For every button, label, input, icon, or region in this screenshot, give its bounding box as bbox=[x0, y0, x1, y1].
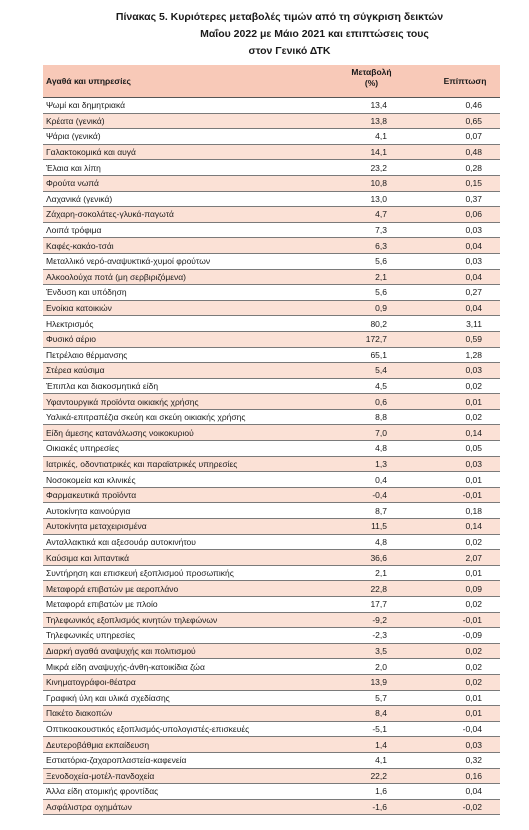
impact-cell: 0,06 bbox=[430, 207, 500, 223]
impact-cell: -0,01 bbox=[430, 487, 500, 503]
change-cell: 11,5 bbox=[313, 519, 430, 535]
table-body bbox=[43, 98, 500, 815]
impact-cell: 0,02 bbox=[430, 674, 500, 690]
change-cell: 14,1 bbox=[313, 144, 430, 160]
table-row bbox=[43, 316, 500, 332]
item-cell: Κρέατα (γενικά) bbox=[43, 113, 313, 129]
change-cell: -9,2 bbox=[313, 612, 430, 628]
item-cell: Δευτεροβάθμια εκπαίδευση bbox=[43, 737, 313, 753]
impact-cell: 1,28 bbox=[430, 347, 500, 363]
table-row bbox=[43, 503, 500, 519]
table-row bbox=[43, 269, 500, 285]
impact-cell: 0,65 bbox=[430, 113, 500, 129]
header-item: Αγαθά και υπηρεσίες bbox=[43, 65, 313, 98]
table-row bbox=[43, 628, 500, 644]
change-cell: 1,3 bbox=[313, 456, 430, 472]
table-row bbox=[43, 550, 500, 566]
item-cell: Τηλεφωνικός εξοπλισμός κινητών τηλεφώνων bbox=[43, 612, 313, 628]
item-cell: Έπιπλα και διακοσμητικά είδη bbox=[43, 378, 313, 394]
impact-cell: 0,01 bbox=[430, 472, 500, 488]
table-row bbox=[43, 597, 500, 613]
change-cell: 0,6 bbox=[313, 394, 430, 410]
impact-cell: 0,03 bbox=[430, 222, 500, 238]
impact-cell: 0,16 bbox=[430, 768, 500, 784]
impact-cell: -0,09 bbox=[430, 628, 500, 644]
item-cell: Οικιακές υπηρεσίες bbox=[43, 441, 313, 457]
table-row bbox=[43, 191, 500, 207]
header-change-unit: (%) bbox=[364, 78, 379, 88]
change-cell: 5,6 bbox=[313, 253, 430, 269]
change-cell: -5,1 bbox=[313, 721, 430, 737]
item-cell: Φυσικό αέριο bbox=[43, 331, 313, 347]
impact-cell: 0,27 bbox=[430, 285, 500, 301]
item-cell: Αυτοκίνητα μεταχειρισμένα bbox=[43, 519, 313, 535]
table-row bbox=[43, 721, 500, 737]
impact-cell: -0,02 bbox=[430, 799, 500, 815]
table-row bbox=[43, 253, 500, 269]
table-row bbox=[43, 222, 500, 238]
impact-cell: 0,05 bbox=[430, 441, 500, 457]
change-cell: 4,8 bbox=[313, 441, 430, 457]
table-row bbox=[43, 784, 500, 800]
impact-cell: 0,46 bbox=[430, 98, 500, 114]
impact-cell: 0,03 bbox=[430, 737, 500, 753]
change-cell: -2,3 bbox=[313, 628, 430, 644]
table-row bbox=[43, 441, 500, 457]
impact-cell: 0,14 bbox=[430, 425, 500, 441]
item-cell: Ενοίκια κατοικιών bbox=[43, 300, 313, 316]
impact-cell: 0,04 bbox=[430, 300, 500, 316]
item-cell: Ανταλλακτικά και αξεσουάρ αυτοκινήτου bbox=[43, 534, 313, 550]
title-line-1: Πίνακας 5. Κυριότερες μεταβολές τιμών από τη σύγκριση δεικτών bbox=[115, 11, 444, 23]
item-cell: Υαλικά-επιτραπέζια σκεύη και σκεύη οικιακής χρήσης bbox=[43, 409, 313, 425]
change-cell: 13,9 bbox=[313, 674, 430, 690]
item-cell: Λαχανικά (γενικά) bbox=[43, 191, 313, 207]
impact-cell: 3,11 bbox=[430, 316, 500, 332]
item-cell: Στέρεα καύσιμα bbox=[43, 363, 313, 379]
item-cell: Μικρά είδη αναψυχής-άνθη-κατοικίδια ζώα bbox=[43, 659, 313, 675]
header-change-label: Μεταβολή bbox=[351, 67, 392, 77]
impact-cell: 0,02 bbox=[430, 643, 500, 659]
table-row bbox=[43, 378, 500, 394]
item-cell: Πετρέλαιο θέρμανσης bbox=[43, 347, 313, 363]
item-cell: Εστιατόρια-ζαχαροπλαστεία-καφενεία bbox=[43, 752, 313, 768]
title-line-2: Μαΐου 2022 με Μάιο 2021 και επιπτώσεις τους bbox=[200, 28, 429, 40]
change-cell: 0,4 bbox=[313, 472, 430, 488]
impact-cell: 0,04 bbox=[430, 238, 500, 254]
change-cell: 4,8 bbox=[313, 534, 430, 550]
change-cell: 13,4 bbox=[313, 98, 430, 114]
impact-cell: 0,37 bbox=[430, 191, 500, 207]
item-cell: Φαρμακευτικά προϊόντα bbox=[43, 487, 313, 503]
table-row bbox=[43, 674, 500, 690]
item-cell: Μεταφορά επιβατών με πλοίο bbox=[43, 597, 313, 613]
impact-cell: 0,01 bbox=[430, 394, 500, 410]
change-cell: 2,0 bbox=[313, 659, 430, 675]
item-cell: Άλλα είδη ατομικής φροντίδας bbox=[43, 784, 313, 800]
header-impact: Επίπτωση bbox=[430, 65, 500, 98]
table-row bbox=[43, 799, 500, 815]
table-row bbox=[43, 98, 500, 114]
change-cell: 2,1 bbox=[313, 565, 430, 581]
table-row bbox=[43, 706, 500, 722]
change-cell: 13,8 bbox=[313, 113, 430, 129]
item-cell: Κινηματογράφοι-θέατρα bbox=[43, 674, 313, 690]
impact-cell: 0,03 bbox=[430, 456, 500, 472]
table-row bbox=[43, 394, 500, 410]
table-row bbox=[43, 238, 500, 254]
impact-cell: 0,09 bbox=[430, 581, 500, 597]
item-cell: Γαλακτοκομικά και αυγά bbox=[43, 144, 313, 160]
change-cell: 10,8 bbox=[313, 175, 430, 191]
item-cell: Καύσιμα και λιπαντικά bbox=[43, 550, 313, 566]
change-cell: 8,8 bbox=[313, 409, 430, 425]
item-cell: Ασφάλιστρα οχημάτων bbox=[43, 799, 313, 815]
item-cell: Έλαια και λίπη bbox=[43, 160, 313, 176]
table-title bbox=[0, 0, 529, 60]
table-row bbox=[43, 363, 500, 379]
change-cell: 4,7 bbox=[313, 207, 430, 223]
item-cell: Μεταλλικό νερό-αναψυκτικά-χυμοί φρούτων bbox=[43, 253, 313, 269]
impact-cell: 0,07 bbox=[430, 129, 500, 145]
table-row bbox=[43, 752, 500, 768]
item-cell: Φρούτα νωπά bbox=[43, 175, 313, 191]
table-row bbox=[43, 581, 500, 597]
impact-cell: 0,59 bbox=[430, 331, 500, 347]
item-cell: Πακέτο διακοπών bbox=[43, 706, 313, 722]
impact-cell: 2,07 bbox=[430, 550, 500, 566]
table-row bbox=[43, 144, 500, 160]
impact-cell: 0,03 bbox=[430, 363, 500, 379]
table-row bbox=[43, 347, 500, 363]
item-cell: Οπτικοακουστικός εξοπλισμός-υπολογιστές-επισκευές bbox=[43, 721, 313, 737]
table-row bbox=[43, 175, 500, 191]
change-cell: -1,6 bbox=[313, 799, 430, 815]
table-row bbox=[43, 285, 500, 301]
impact-cell: 0,02 bbox=[430, 534, 500, 550]
price-changes-table bbox=[43, 65, 500, 815]
title-line-3: στον Γενικό ΔΤΚ bbox=[248, 45, 331, 57]
impact-cell: 0,32 bbox=[430, 752, 500, 768]
item-cell: Ψάρια (γενικά) bbox=[43, 129, 313, 145]
impact-cell: 0,14 bbox=[430, 519, 500, 535]
item-cell: Ηλεκτρισμός bbox=[43, 316, 313, 332]
impact-cell: 0,04 bbox=[430, 784, 500, 800]
change-cell: 23,2 bbox=[313, 160, 430, 176]
impact-cell: 0,02 bbox=[430, 659, 500, 675]
table-row bbox=[43, 472, 500, 488]
change-cell: 6,3 bbox=[313, 238, 430, 254]
header-change bbox=[313, 65, 430, 98]
change-cell: 65,1 bbox=[313, 347, 430, 363]
item-cell: Καφές-κακάο-τσάι bbox=[43, 238, 313, 254]
impact-cell: 0,02 bbox=[430, 409, 500, 425]
impact-cell: -0,01 bbox=[430, 612, 500, 628]
item-cell: Είδη άμεσης κατανάλωσης νοικοκυριού bbox=[43, 425, 313, 441]
table-row bbox=[43, 643, 500, 659]
table-row bbox=[43, 456, 500, 472]
change-cell: 4,5 bbox=[313, 378, 430, 394]
item-cell: Αλκοολούχα ποτά (μη σερβιριζόμενα) bbox=[43, 269, 313, 285]
change-cell: 5,7 bbox=[313, 690, 430, 706]
impact-cell: 0,03 bbox=[430, 253, 500, 269]
change-cell: 3,5 bbox=[313, 643, 430, 659]
table-row bbox=[43, 300, 500, 316]
table-row bbox=[43, 409, 500, 425]
table-row bbox=[43, 737, 500, 753]
table-row bbox=[43, 160, 500, 176]
change-cell: 36,6 bbox=[313, 550, 430, 566]
item-cell: Ένδυση και υπόδηση bbox=[43, 285, 313, 301]
table-row bbox=[43, 425, 500, 441]
table-row bbox=[43, 331, 500, 347]
change-cell: 172,7 bbox=[313, 331, 430, 347]
table-row bbox=[43, 612, 500, 628]
change-cell: 7,3 bbox=[313, 222, 430, 238]
impact-cell: 0,01 bbox=[430, 706, 500, 722]
item-cell: Ξενοδοχεία-μοτέλ-πανδοχεία bbox=[43, 768, 313, 784]
item-cell: Υφαντουργικά προϊόντα οικιακής χρήσης bbox=[43, 394, 313, 410]
impact-cell: 0,02 bbox=[430, 378, 500, 394]
change-cell: 22,8 bbox=[313, 581, 430, 597]
table-row bbox=[43, 659, 500, 675]
item-cell: Νοσοκομεία και κλινικές bbox=[43, 472, 313, 488]
table-row bbox=[43, 690, 500, 706]
change-cell: 2,1 bbox=[313, 269, 430, 285]
impact-cell: 0,18 bbox=[430, 503, 500, 519]
item-cell: Ψωμί και δημητριακά bbox=[43, 98, 313, 114]
impact-cell: 0,15 bbox=[430, 175, 500, 191]
change-cell: 5,6 bbox=[313, 285, 430, 301]
table-row bbox=[43, 113, 500, 129]
change-cell: 0,9 bbox=[313, 300, 430, 316]
item-cell: Συντήρηση και επισκευή εξοπλισμού προσωπικής bbox=[43, 565, 313, 581]
table-row bbox=[43, 534, 500, 550]
change-cell: 4,1 bbox=[313, 129, 430, 145]
change-cell: 1,6 bbox=[313, 784, 430, 800]
impact-cell: 0,04 bbox=[430, 269, 500, 285]
change-cell: 5,4 bbox=[313, 363, 430, 379]
item-cell: Διαρκή αγαθά αναψυχής και πολιτισμού bbox=[43, 643, 313, 659]
change-cell: 8,4 bbox=[313, 706, 430, 722]
change-cell: 7,0 bbox=[313, 425, 430, 441]
table-row bbox=[43, 207, 500, 223]
item-cell: Μεταφορά επιβατών με αεροπλάνο bbox=[43, 581, 313, 597]
change-cell: 1,4 bbox=[313, 737, 430, 753]
change-cell: 22,2 bbox=[313, 768, 430, 784]
impact-cell: 0,48 bbox=[430, 144, 500, 160]
impact-cell: -0,04 bbox=[430, 721, 500, 737]
table-row bbox=[43, 565, 500, 581]
table-row bbox=[43, 129, 500, 145]
item-cell: Αυτοκίνητα καινούργια bbox=[43, 503, 313, 519]
item-cell: Ιατρικές, οδοντιατρικές και παραϊατρικές υπηρεσίες bbox=[43, 456, 313, 472]
item-cell: Τηλεφωνικές υπηρεσίες bbox=[43, 628, 313, 644]
impact-cell: 0,01 bbox=[430, 565, 500, 581]
table-header-row bbox=[43, 65, 500, 98]
item-cell: Γραφική ύλη και υλικά σχεδίασης bbox=[43, 690, 313, 706]
change-cell: 13,0 bbox=[313, 191, 430, 207]
impact-cell: 0,02 bbox=[430, 597, 500, 613]
impact-cell: 0,01 bbox=[430, 690, 500, 706]
change-cell: 80,2 bbox=[313, 316, 430, 332]
change-cell: 8,7 bbox=[313, 503, 430, 519]
table-row bbox=[43, 487, 500, 503]
change-cell: -0,4 bbox=[313, 487, 430, 503]
change-cell: 4,1 bbox=[313, 752, 430, 768]
change-cell: 17,7 bbox=[313, 597, 430, 613]
item-cell: Ζάχαρη-σοκολάτες-γλυκά-παγωτά bbox=[43, 207, 313, 223]
impact-cell: 0,28 bbox=[430, 160, 500, 176]
item-cell: Λοιπά τρόφιμα bbox=[43, 222, 313, 238]
table-row bbox=[43, 768, 500, 784]
table-row bbox=[43, 519, 500, 535]
